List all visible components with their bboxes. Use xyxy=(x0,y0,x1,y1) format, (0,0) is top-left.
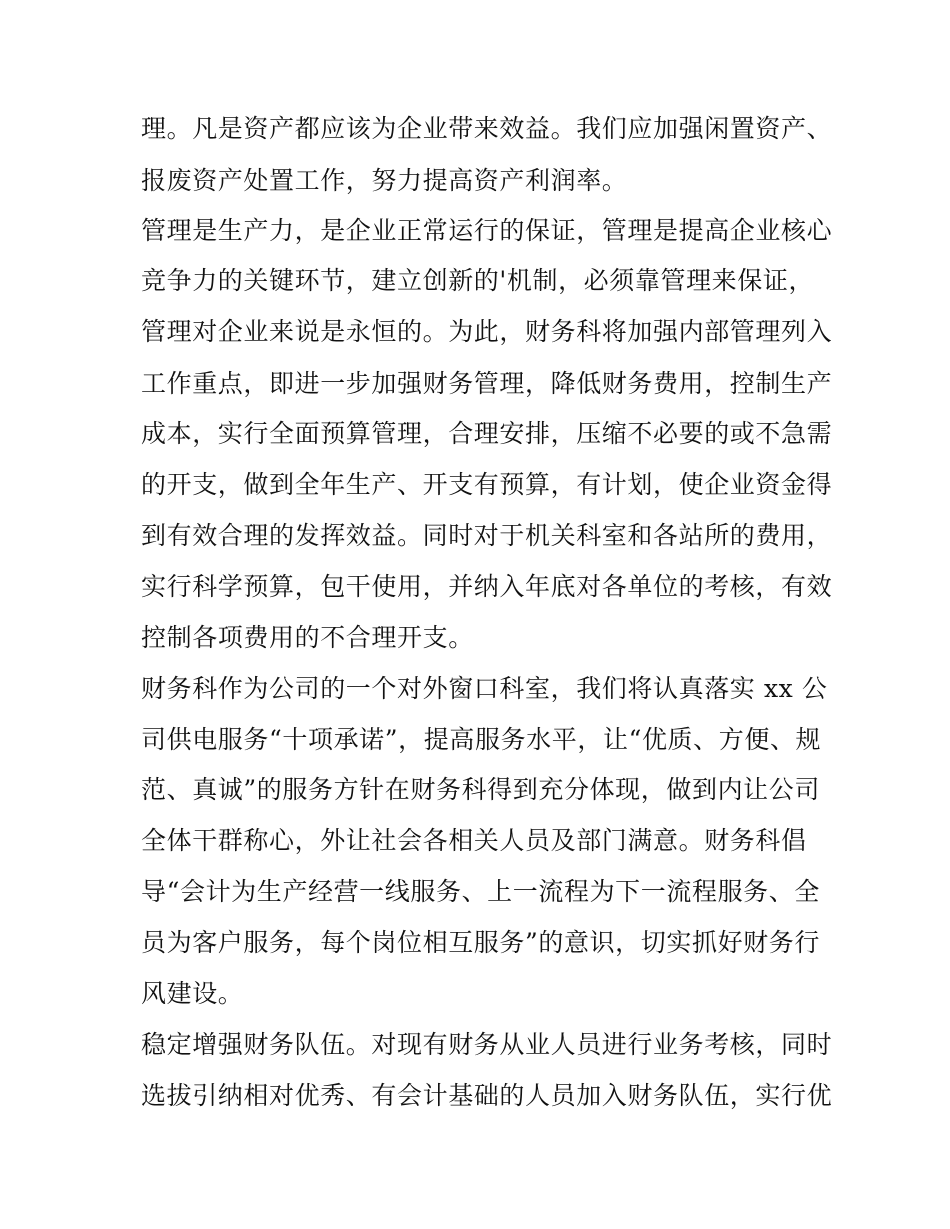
text-line: 选拔引纳相对优秀、有会计基础的人员加入财务队伍，实行优 xyxy=(141,1081,833,1110)
text-line: 财务科作为公司的一个对外窗口科室，我们将认真落实 xx 公 xyxy=(141,674,828,703)
text-line: 管理是生产力，是企业正常运行的保证，管理是提高企业核心 xyxy=(141,216,833,245)
text-line: 控制各项费用的不合理开支。 xyxy=(141,623,474,652)
text-line: 报废资产处置工作，努力提高资产利润率。 xyxy=(141,166,628,195)
text-line: 实行科学预算，包干使用，并纳入年底对各单位的考核，有效 xyxy=(141,572,833,601)
text-line: 管理对企业来说是永恒的。为此，财务科将加强内部管理列入 xyxy=(141,317,833,346)
text-line: 竞争力的关键环节，建立创新的'机制，必须靠管理来保证， xyxy=(141,266,815,295)
text-line: 员为客户服务，每个岗位相互服务”的意识，切实抓好财务行 xyxy=(141,928,820,957)
text-line: 工作重点，即进一步加强财务管理，降低财务费用，控制生产 xyxy=(141,369,833,398)
text-line: 司供电服务“十项承诺”，提高服务水平，让“优质、方便、规 xyxy=(141,725,822,754)
text-line: 范、真诚”的服务方针在财务科得到充分体现，做到内让公司 xyxy=(141,775,820,804)
text-line: 的开支，做到全年生产、开支有预算，有计划，使企业资金得 xyxy=(141,470,833,499)
text-line: 理。凡是资产都应该为企业带来效益。我们应加强闲置资产、 xyxy=(141,114,833,143)
text-line: 稳定增强财务队伍。对现有财务从业人员进行业务考核，同时 xyxy=(141,1030,833,1059)
text-line: 全体干群称心，外让社会各相关人员及部门满意。财务科倡 xyxy=(141,826,807,855)
text-line: 风建设。 xyxy=(141,979,244,1008)
text-line: 到有效合理的发挥效益。同时对于机关科室和各站所的费用， xyxy=(141,521,833,550)
text-line: 导“会计为生产经营一线服务、上一流程为下一流程服务、全 xyxy=(141,877,820,906)
text-line: 成本，实行全面预算管理，合理安排，压缩不必要的或不急需 xyxy=(141,419,833,448)
